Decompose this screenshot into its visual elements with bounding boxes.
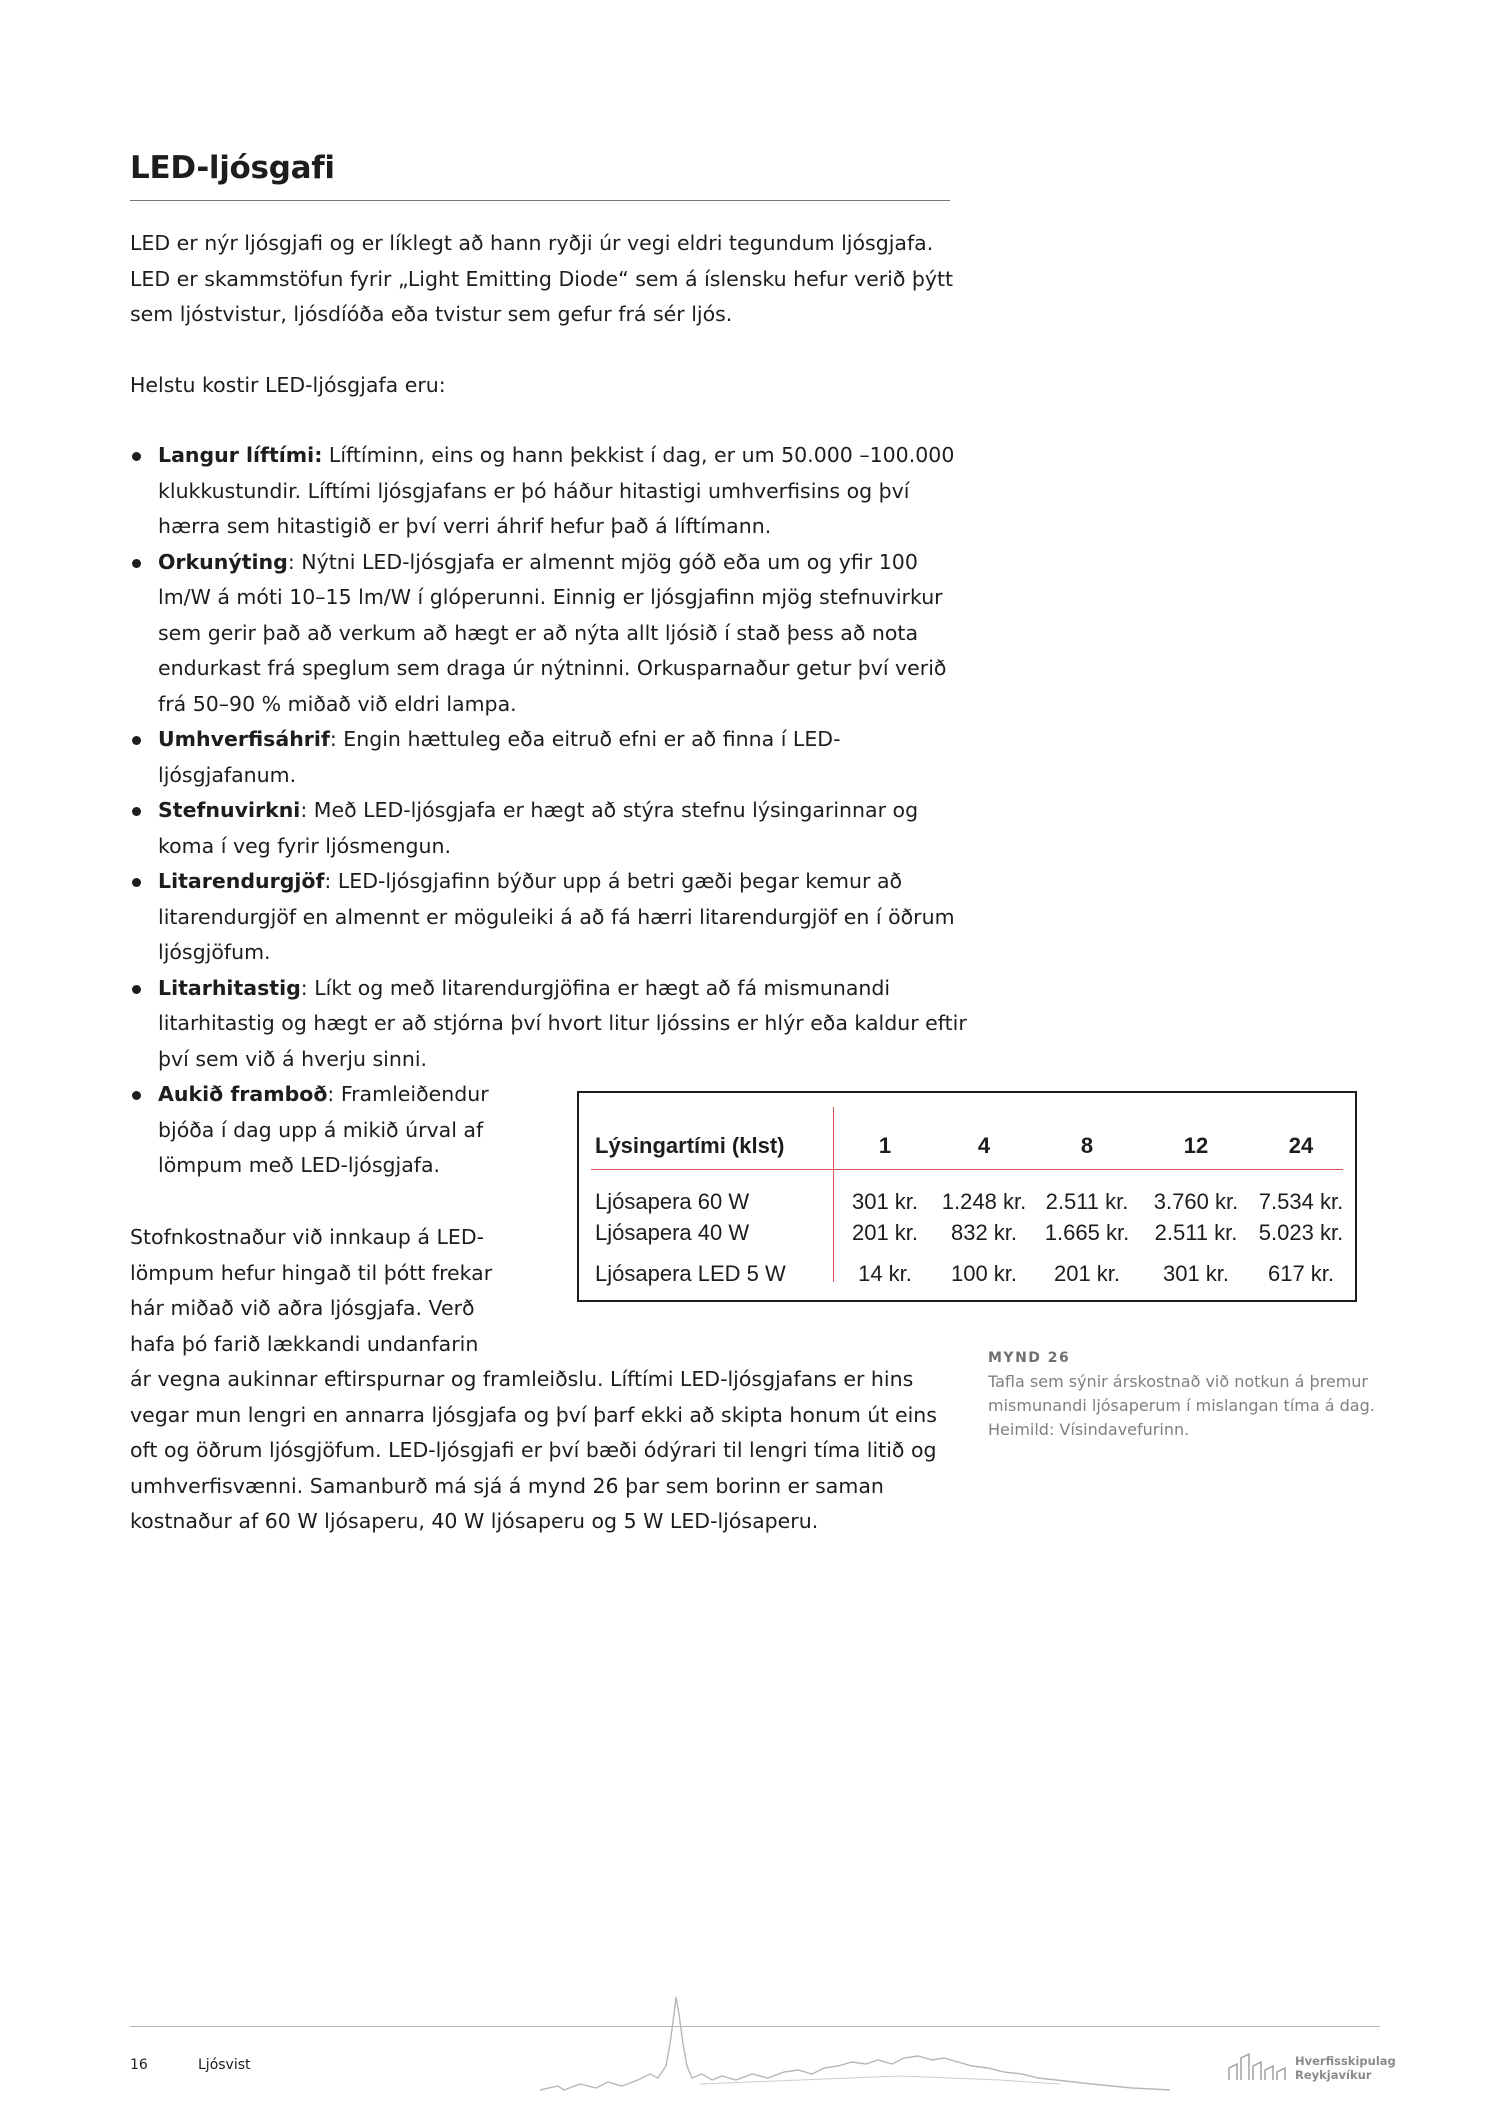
page-heading: LED-ljósgafi — [130, 150, 335, 186]
list-item-text: : Með LED-ljósgjafa er hægt að stýra stefnu lýsingarinnar og koma í veg fyrir ljósmengun. — [158, 798, 919, 858]
logo-line: Hverfisskipulag — [1295, 2054, 1396, 2068]
advantages-list — [130, 438, 970, 1184]
logo-icon — [1225, 2050, 1291, 2090]
table-horizontal-rule — [591, 1169, 1343, 1170]
organization-logo — [1225, 2050, 1396, 2090]
table-row — [579, 1187, 1355, 1217]
page-number: 16 — [130, 2057, 148, 2073]
list-item-term: Stefnuvirkni — [158, 798, 301, 822]
list-item-term: Litarendurgjöf — [158, 869, 325, 893]
table-cell: 1.248 kr. — [941, 1189, 1027, 1214]
table-row — [579, 1259, 1355, 1289]
list-item — [130, 722, 970, 793]
table-cell: Ljósapera 60 W — [595, 1189, 750, 1214]
list-item — [130, 793, 970, 864]
table-cell: 201 kr. — [1053, 1261, 1121, 1286]
list-item-term: Orkunýting — [158, 549, 288, 574]
table-header-cell: 8 — [1080, 1133, 1094, 1158]
heading-divider — [130, 200, 950, 201]
list-item-text: : Nýtni LED-ljósgjafa er almennt mjög góð eða um og yfir 100 lm/W á móti 10–15 lm/W í glóperunni. Einnig er ljósgjafinn mjög stefnuvirkur sem gerir það að verkum að hægt er að nýta allt ljósið í stað þess að nota endurkast frá speglum sem draga úr nýtninni. Orkusparnaður getur því verið frá 50–90 % miðað við eldri lampa. — [158, 549, 947, 716]
cost-paragraph-start: Stofnkostnaður við innkaup á LED-lömpum hefur hingað til þótt frekar hár miðað við aðra ljósgjafa. Verð hafa þó farið lækkandi undanfarin — [130, 1225, 493, 1356]
list-item — [130, 864, 970, 971]
table-cell: 100 kr. — [950, 1261, 1018, 1286]
intro-paragraph: LED er nýr ljósgjafi og er líklegt að hann ryðji úr vegi eldri tegundum ljósgjafa. LED er skammstöfun fyrir „Light Emitting Diode“ sem á íslensku hefur verið þýtt sem ljóstvistur, ljósdíóða eða tvistur sem gefur frá sér ljós. — [130, 231, 954, 326]
footer-section-title: Ljósvist — [198, 2057, 251, 2073]
table-header-cell: 24 — [1288, 1133, 1314, 1158]
list-item — [130, 545, 970, 723]
figure-caption-label: MYND 26 — [988, 1350, 1071, 1366]
table-cell: 832 kr. — [950, 1220, 1018, 1245]
list-item-text: : Framleiðendur bjóða í dag upp á mikið úrval af lömpum með LED-ljósgjafa. — [158, 1082, 489, 1177]
table-row — [579, 1218, 1355, 1248]
table-header-row — [579, 1131, 1355, 1161]
table-cell: 7.534 kr. — [1258, 1189, 1344, 1214]
table-cell: 5.023 kr. — [1258, 1220, 1344, 1245]
table-cell: 301 kr. — [1162, 1261, 1230, 1286]
table-header-cell: 4 — [977, 1133, 991, 1158]
list-item-text: : Líkt og með litarendurgjöfina er hægt að fá mismunandi litarhitastig og hægt er að stjórna því hvort litur ljóssins er hlýr eða kaldur eftir því sem við á hverju sinni. — [158, 975, 967, 1071]
cost-paragraph-end: ár vegna aukinnar eftirspurnar og framleiðslu. Líftími LED-ljósgjafans er hins vegar mun lengri en annarra ljósgjafa og því þarf ekki að skipta honum út eins oft og öðrum ljósgjöfum. LED-ljósgjafi er því bæði ódýrari til lengri tíma litið og umhverfisvænni. Samanburð má sjá á mynd 26 þar sem borinn er saman kostnaður af 60 W ljósaperu, 40 W ljósaperu og 5 W LED-ljósaperu. — [130, 1367, 937, 1533]
table-cell: 1.665 kr. — [1044, 1220, 1130, 1245]
table-header-cell: Lýsingartími (klst) — [595, 1133, 785, 1158]
list-item — [130, 1077, 498, 1184]
table-cell: 2.511 kr. — [1045, 1189, 1129, 1214]
logo-line: Reykjavíkur — [1295, 2068, 1372, 2082]
table-cell: Ljósapera 40 W — [595, 1220, 750, 1245]
table-cell: 201 kr. — [851, 1220, 919, 1245]
list-item-term: Litarhitastig — [158, 975, 301, 1000]
list-item-term: Aukið framboð — [158, 1082, 328, 1106]
table-cell: 301 kr. — [851, 1189, 919, 1214]
list-item-term: Langur líftími: — [158, 443, 323, 467]
figure-caption — [988, 1350, 1398, 1442]
table-cell: 14 kr. — [858, 1261, 912, 1286]
list-item — [130, 971, 970, 1078]
table-cell: 2.511 kr. — [1154, 1220, 1238, 1245]
list-item-term: Umhverfisáhrif — [158, 727, 330, 751]
city-skyline-illustration — [540, 1994, 1170, 2094]
table-header-cell: 1 — [878, 1133, 892, 1158]
table-cell: 3.760 kr. — [1153, 1189, 1239, 1214]
list-item — [130, 438, 970, 545]
list-item-text: : LED-ljósgjafinn býður upp á betri gæði þegar kemur að litarendurgjöf en almennt er möguleiki á að fá hærri litarendurgjöf en í öðrum ljósgjöfum. — [158, 869, 955, 964]
list-item-text: : Engin hættuleg eða eitruð efni er að finna í LED-ljósgjafanum. — [158, 727, 841, 787]
logo-wordmark — [1295, 2054, 1396, 2082]
advantages-lead: Helstu kostir LED-ljósgjafa eru: — [130, 373, 446, 397]
cost-table — [577, 1091, 1357, 1302]
figure-caption-text: Tafla sem sýnir árskostnað við notkun á þremur mismunandi ljósaperum í mislangan tíma á dag. Heimild: Vísindavefurinn. — [988, 1372, 1375, 1439]
table-cell: Ljósapera LED 5 W — [595, 1261, 786, 1286]
list-item-text: Líftíminn, eins og hann þekkist í dag, er um 50.000 –100.000 klukkustundir. Líftími ljósgjafans er þó háður hitastigi umhverfisins og því hærra sem hitastigið er því verri áhrif hefur það á líftímann. — [158, 443, 955, 538]
table-header-cell: 12 — [1183, 1133, 1209, 1158]
table-cell: 617 kr. — [1267, 1261, 1335, 1286]
